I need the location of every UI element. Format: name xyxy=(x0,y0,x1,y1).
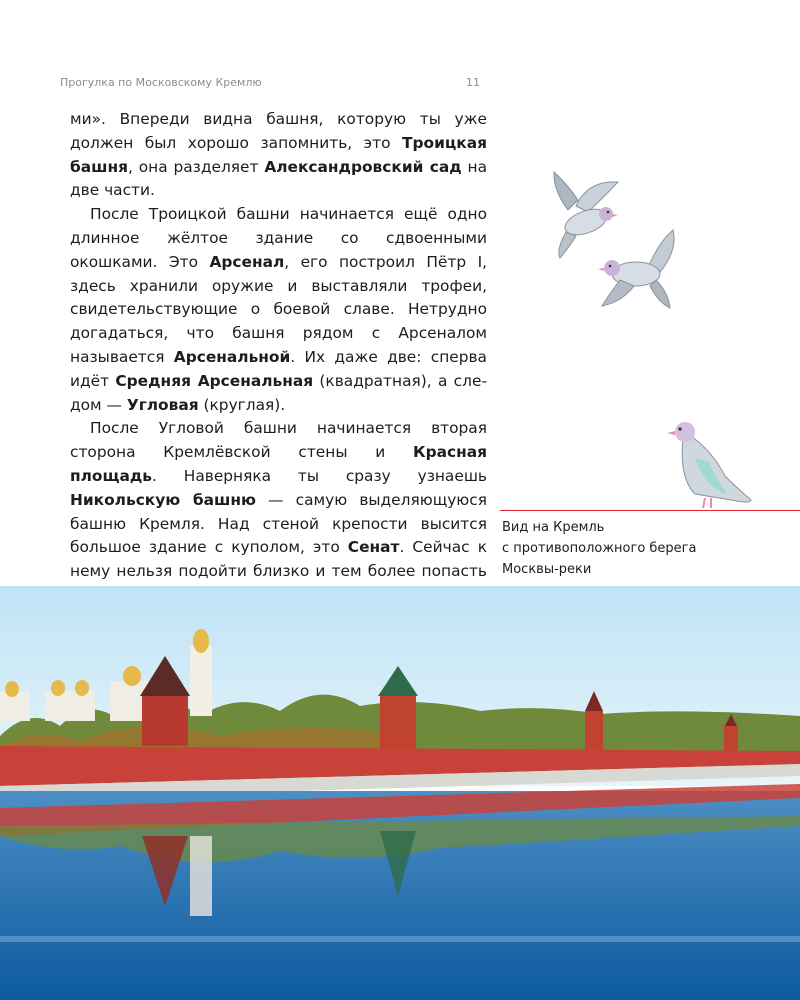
text-run: , она разделяет xyxy=(128,157,265,176)
sitting-pigeon-illustration xyxy=(665,418,755,510)
text-run: ми». Впереди видна башня, которую ты уже должен был хорошо запомнить, это xyxy=(70,110,487,152)
bold-term: Александровский сад xyxy=(264,157,462,176)
bold-term: Троицкая башня xyxy=(70,133,487,176)
caption-line-3: Москвы-реки xyxy=(502,562,592,577)
caption-line-1: Вид на Кремль xyxy=(502,520,605,535)
text-run: . Их даже две: сперва идёт xyxy=(70,347,487,390)
page-number: 11 xyxy=(466,76,480,89)
text-run: . Сейчас к нему нельзя подойти близко и тем более попасть xyxy=(70,538,487,581)
running-title: Прогулка по Московскому Кремлю xyxy=(60,76,262,89)
text-run: После Угловой башни начинается вторая сторона Кремлёвской стены и xyxy=(70,419,487,462)
paragraph-1 xyxy=(70,108,487,203)
text-run: . Наверняка ты сразу узнаешь xyxy=(152,466,487,485)
bold-term: Средняя Арсенальная xyxy=(115,371,314,390)
paragraph-2 xyxy=(70,203,487,417)
bold-term: Сенат xyxy=(347,538,400,557)
photo-caption xyxy=(500,510,800,580)
bold-term: Красная площадь xyxy=(70,443,487,485)
kremlin-river-photo xyxy=(0,586,800,1000)
flying-pigeon-2-illustration xyxy=(598,228,688,313)
bold-term: Угловая xyxy=(126,395,199,414)
text-run: (круглая). xyxy=(198,395,286,414)
bold-term: Никольскую башню xyxy=(70,490,256,509)
text-run: на две части. xyxy=(70,157,487,200)
text-run: — самую выделяющуюся башню Кремля. Над стеной крепости высится большое здание с куполом, это xyxy=(70,490,487,557)
bold-term: Арсенал xyxy=(209,252,285,271)
text-run: (квадратная), а следом — xyxy=(70,371,487,414)
caption-line-2: с противоположного берега xyxy=(502,541,697,556)
bold-term: Арсенальной xyxy=(173,347,291,366)
text-run: , его построил Пётр I, здесь хранили оружие и выставляли трофеи, свидетельствующие о боевой славе. Нетрудно догадаться, что башня рядом с Арсеналом называется xyxy=(70,252,487,366)
text-run: После Троицкой башни начинается ещё одно длинное жёлтое здание со сдвоенными окошками. Это xyxy=(70,205,487,271)
